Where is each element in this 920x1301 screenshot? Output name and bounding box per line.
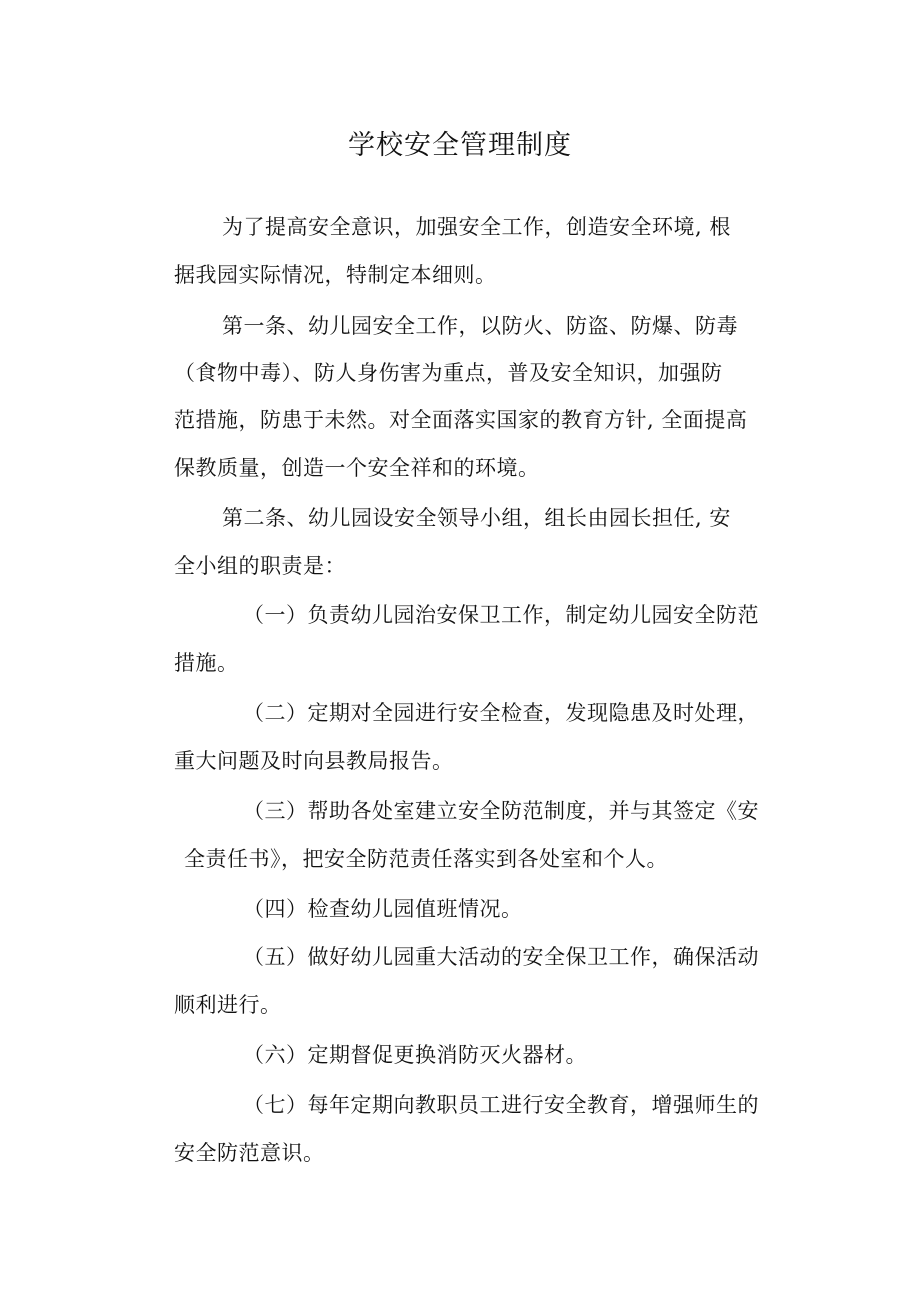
body-line: 全责任书》，把安全防范责任落实到各处室和个人。 — [184, 847, 668, 871]
body-line: 顺利进行。 — [174, 993, 282, 1017]
body-line: （六）定期督促更换消防灭火器材。 — [243, 1043, 587, 1067]
body-line: （四）检查幼儿园值班情况。 — [243, 897, 523, 921]
body-line: 范措施，防患于未然。对全面落实国家的教育方针, 全面提高 — [174, 408, 748, 432]
body-line: （一）负责幼儿园治安保卫工作，制定幼儿园安全防范 — [243, 603, 759, 627]
body-line: 安全防范意识。 — [174, 1141, 325, 1165]
body-line: 重大问题及时向县教局报告。 — [174, 749, 454, 773]
body-line: （二）定期对全园进行安全检查，发现隐患及时处理， — [243, 701, 759, 725]
body-line: 为了提高安全意识，加强安全工作，创造安全环境, 根 — [222, 215, 731, 239]
body-line: （七）每年定期向教职员工进行安全教育，增强师生的 — [243, 1093, 759, 1117]
body-line: 全小组的职责是： — [174, 554, 346, 578]
body-line: 第二条、幼儿园设安全领导小组，组长由园长担任, 安 — [222, 506, 731, 530]
body-line: 第一条、幼儿园安全工作，以防火、防盗、防爆、防毒 — [222, 314, 738, 338]
body-line: （食物中毒）、防人身伤害为重点，普及安全知识，加强防 — [174, 361, 723, 385]
body-line: （三）帮助各处室建立安全防范制度，并与其签定《安 — [243, 799, 759, 823]
body-line: （五）做好幼儿园重大活动的安全保卫工作，确保活动 — [243, 945, 759, 969]
body-line: 据我园实际情况，特制定本细则。 — [174, 263, 497, 287]
body-line: 措施。 — [174, 651, 239, 675]
body-line: 保教质量，创造一个安全祥和的环境。 — [174, 456, 540, 480]
document-title: 学校安全管理制度 — [348, 130, 572, 161]
